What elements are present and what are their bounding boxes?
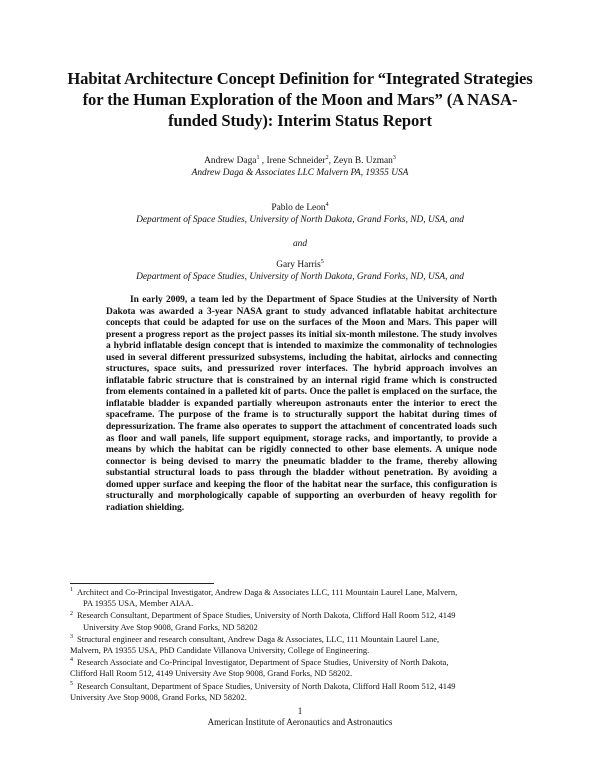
author-name: Irene Schneider — [266, 156, 326, 166]
author-footnote-mark: 3 — [392, 154, 396, 161]
footnote-number: 2 — [70, 610, 73, 617]
author-name: Zeyn B. Uzman — [333, 156, 393, 166]
author-footnote-mark: 1 — [256, 154, 260, 161]
footnote-text: University Ave Stop 9008, Grand Forks, ND 58202 — [83, 621, 258, 632]
footnote-text: Research Consultant, Department of Space Studies, University of North Dakota, Clifford Hall Room 512, 4149 — [77, 610, 456, 621]
footnote-text: Architect and Co-Principal Investigator, Andrew Daga & Associates LLC, 111 Mountain Laurel Lane, Malvern, — [77, 587, 458, 597]
footnote-number: 4 — [70, 657, 73, 664]
page-footer: American Institute of Aeronautics and Astronautics — [207, 717, 393, 727]
paper-title: Habitat Architecture Concept Definition for “Integrated Strategies for the Human Exploration of the Moon and Mars” (A NASA-funded Study): Interim Status Report — [67, 69, 533, 130]
affiliation-2: Department of Space Studies, University of North Dakota, Grand Forks, ND, USA, and — [136, 215, 464, 225]
footnote-divider — [70, 583, 214, 584]
author-line-1 — [60, 155, 540, 167]
footnote-text: Malvern, PA 19355 USA, PhD Candidate Villanova University, College of Engineering. — [70, 645, 370, 656]
footnote — [70, 587, 530, 609]
and-separator: and — [292, 239, 308, 249]
footnote — [70, 634, 530, 656]
author-line-3 — [60, 259, 540, 271]
footnote — [70, 657, 530, 679]
affiliation-1: Andrew Daga & Associates LLC Malvern PA, 19355 USA — [191, 168, 409, 178]
footnote-number: 1 — [70, 587, 73, 594]
author-line-2 — [60, 202, 540, 214]
abstract-paragraph: In early 2009, a team led by the Department of Space Studies at the University of North Dakota was awarded a 3-year NASA grant to study advanced inflatable habitat architecture concepts that could be adapted for use on the surfaces of the Moon and Mars. This paper will present a progress report as the project passes its initial six-month milestone. The study involves a hybrid inflatable design concept that is intended to maximize the commonality of technologies used in several different pressurized subsystems, including the habitat, airlocks and connecting structures, space suits, and pressurized rover interfaces. The hybrid approach involves an inflatable fabric structure that is constrained by an internal rigid frame which is constructed from elements contained in a palleted kit of parts. Once the pallet is emplaced on the surface, the inflatable bladder is expanded partially whereupon astronauts enter the interior to erect the spaceframe. The purpose of the frame is to structurally support the habitat during times of depressurization. The frame also operates to support the attachment of concentrated loads such as floor and wall panels, life support equipment, storage racks, and importantly, to provide a means by which the habitat can be rigidly connected to other base elements. A unique node connector is being devised to marry the pneumatic bladder to the frame, thereby allowing substantial structural loads to pass through the bladder without penetration. By avoiding a domed upper surface and keeping the floor of the habitat near the surface, this configuration is structurally and morphologically capable of supporting an overburden of heavy regolith for radiation shielding. — [106, 295, 497, 513]
author-name: Pablo de Leon — [271, 203, 326, 213]
footnote-text: Clifford Hall Room 512, 4149 University Ave Stop 9008, Grand Forks, ND 58202. — [70, 668, 353, 679]
footnote-text: PA 19355 USA, Member AIAA. — [83, 598, 194, 609]
footnote — [70, 681, 530, 703]
page-number: 1 — [297, 706, 303, 716]
author-name: Gary Harris — [276, 260, 321, 270]
footnote — [70, 610, 530, 632]
footnote-text: Research Consultant, Department of Space Studies, University of North Dakota, Clifford Hall Room 512, 4149 — [77, 680, 456, 691]
footnote-number: 3 — [70, 633, 73, 640]
footnote-text: Research Associate and Co-Principal Investigator, Department of Space Studies, University of North Dakota, — [77, 657, 449, 668]
footnote-text: Structural engineer and research consultant, Andrew Daga & Associates, LLC, 111 Mountain Laurel Lane, — [77, 633, 440, 644]
author-name: Andrew Daga — [204, 156, 257, 166]
author-separator: , — [328, 156, 334, 166]
author-footnote-mark: 5 — [320, 258, 324, 265]
footnotes — [70, 587, 530, 704]
author-footnote-mark: 4 — [325, 201, 329, 208]
footnote-text: University Ave Stop 9008, Grand Forks, ND 58202. — [70, 691, 247, 702]
author-separator: , — [259, 156, 267, 166]
affiliation-3: Department of Space Studies, University of North Dakota, Grand Forks, ND, USA, and — [136, 272, 464, 282]
footnote-number: 5 — [70, 680, 73, 687]
author-footnote-mark: 2 — [325, 154, 329, 161]
